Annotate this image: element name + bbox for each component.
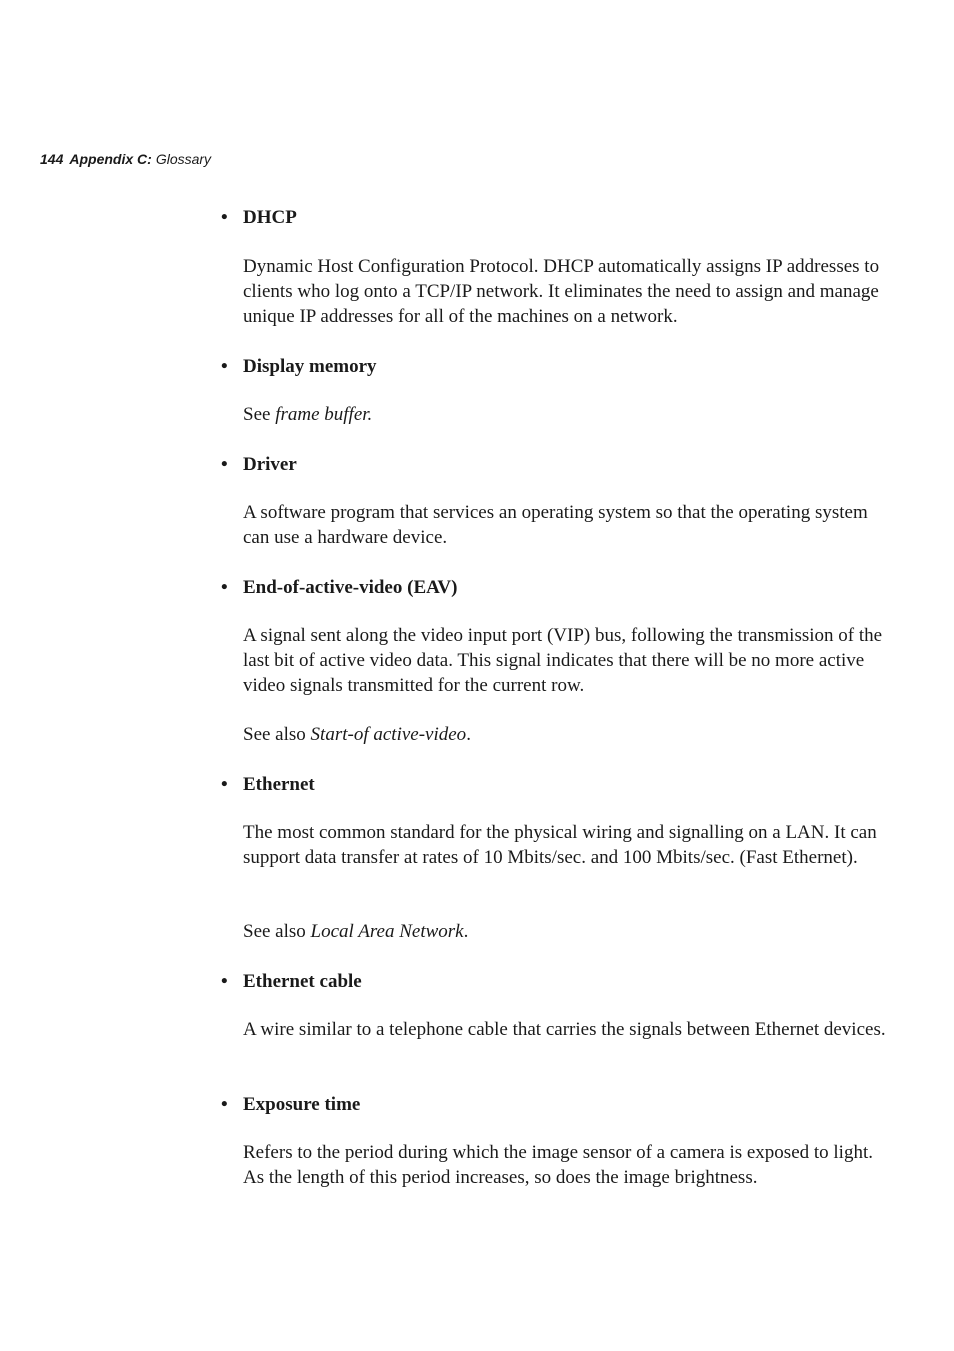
see-reference-display-memory (243, 403, 888, 428)
see-suffix: . (463, 921, 469, 942)
appendix-label: Appendix C: (69, 151, 152, 167)
see-also-eav (243, 723, 888, 748)
definition-eav: A signal sent along the video input port (VIP) bus, following the transmission of the last bit of active video data. This signal indicates that there will be no more active video signals transmitted for the current row. (243, 625, 883, 696)
definition-ethernet: The most common standard for the physical wiring and signalling on a LAN. It can support data transfer at rates of 10 Mbits/sec. and 100 Mbits/sec. (Fast Ethernet). (243, 822, 877, 868)
term-label: Exposure time (243, 1094, 361, 1115)
definition-ethernet-cable: A wire similar to a telephone cable that carries the signals between Ethernet devices. (243, 1019, 886, 1040)
cross-reference: Start-of active-video (310, 724, 467, 745)
cross-reference: Local Area Network (310, 921, 464, 942)
see-prefix: See also (243, 724, 306, 745)
term-label: End-of-active-video (EAV) (243, 577, 458, 598)
bullet-icon: • (221, 577, 228, 598)
glossary-term-display-memory (221, 355, 377, 379)
glossary-term-eav (221, 576, 457, 600)
see-prefix: See (243, 404, 271, 425)
bullet-icon: • (221, 1094, 228, 1115)
definition-driver: A software program that services an operating system so that the operating system can use a hardware device. (243, 502, 868, 548)
glossary-term-driver (221, 453, 297, 477)
cross-reference: frame buffer. (275, 404, 373, 425)
glossary-term-exposure-time (221, 1093, 360, 1117)
section-title: Glossary (155, 151, 212, 167)
see-also-ethernet (243, 920, 888, 945)
definition-exposure-time: Refers to the period during which the image sensor of a camera is exposed to light. As the length of this period increases, so does the image brightness. (243, 1142, 873, 1188)
bullet-icon: • (221, 454, 228, 475)
see-suffix: . (466, 724, 471, 745)
glossary-term-dhcp (221, 206, 297, 230)
glossary-term-ethernet-cable (221, 970, 362, 994)
bullet-icon: • (221, 774, 228, 795)
term-label: Display memory (243, 356, 377, 377)
page-number: 144 (40, 151, 64, 167)
bullet-icon: • (221, 356, 228, 377)
bullet-icon: • (221, 207, 228, 228)
see-prefix: See also (243, 921, 306, 942)
term-label: Ethernet (243, 774, 315, 795)
term-label: DHCP (243, 207, 297, 228)
glossary-term-ethernet (221, 773, 315, 797)
term-label: Driver (243, 454, 297, 475)
term-label: Ethernet cable (243, 971, 362, 992)
definition-dhcp: Dynamic Host Configuration Protocol. DHCP automatically assigns IP addresses to clients who log onto a TCP/IP network. It eliminates the need to assign and manage unique IP addresses for all of the machines on a network. (243, 256, 880, 327)
bullet-icon: • (221, 971, 228, 992)
